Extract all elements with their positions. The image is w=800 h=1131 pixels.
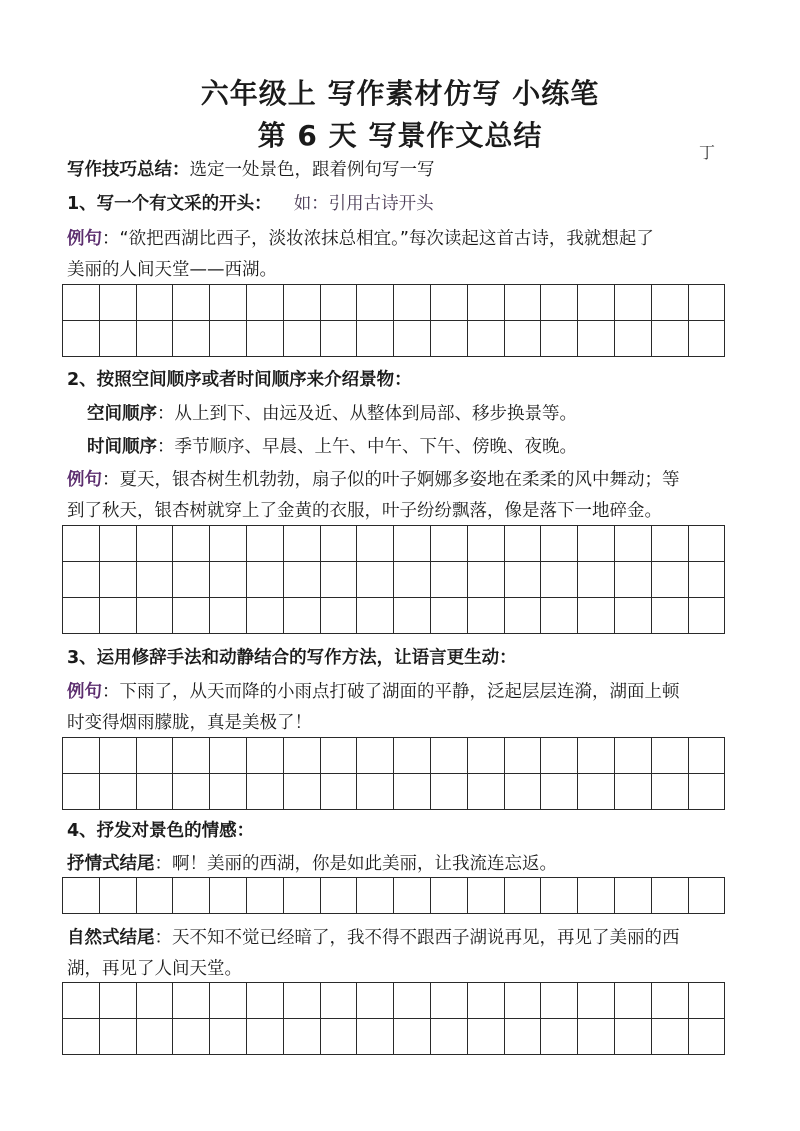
grid-cell[interactable] [63, 321, 100, 357]
grid-cell[interactable] [614, 285, 651, 321]
grid-cell[interactable] [357, 321, 394, 357]
grid-cell[interactable] [614, 526, 651, 562]
grid-cell[interactable] [357, 526, 394, 562]
grid-cell[interactable] [320, 285, 357, 321]
grid-cell[interactable] [357, 562, 394, 598]
grid-cell[interactable] [210, 285, 247, 321]
grid-cell[interactable] [357, 598, 394, 634]
grid-cell[interactable] [651, 983, 688, 1019]
space-order-label: 空间顺序 [87, 404, 157, 424]
grid-cell[interactable] [320, 321, 357, 357]
grid-cell[interactable] [467, 774, 504, 810]
grid-cell[interactable] [210, 598, 247, 634]
grid-cell[interactable] [394, 562, 431, 598]
grid-cell[interactable] [504, 878, 541, 914]
grid-cell[interactable] [688, 598, 725, 634]
grid-cell[interactable] [283, 562, 320, 598]
grid-cell[interactable] [467, 562, 504, 598]
grid-cell[interactable] [614, 738, 651, 774]
lyric-ending-line [67, 851, 557, 877]
grid-cell[interactable] [504, 526, 541, 562]
grid-cell[interactable] [210, 983, 247, 1019]
grid-cell[interactable] [136, 1019, 173, 1055]
grid-cell[interactable] [651, 1019, 688, 1055]
grid-cell[interactable] [99, 774, 136, 810]
grid-cell[interactable] [430, 321, 467, 357]
grid-cell[interactable] [246, 774, 283, 810]
grid-cell[interactable] [688, 738, 725, 774]
grid-cell[interactable] [430, 526, 467, 562]
grid-cell[interactable] [467, 321, 504, 357]
grid-cell[interactable] [173, 774, 210, 810]
grid-row [63, 1019, 725, 1055]
section-2-example-text1: ：夏天，银杏树生机勃勃，扇子似的叶子婀娜多姿地在柔柔的风中舞动；等 [102, 470, 680, 490]
grid-cell[interactable] [320, 738, 357, 774]
grid-cell[interactable] [173, 1019, 210, 1055]
grid-cell[interactable] [651, 562, 688, 598]
writing-grid-5[interactable] [62, 982, 725, 1055]
grid-row [63, 526, 725, 562]
grid-cell[interactable] [63, 1019, 100, 1055]
writing-grid-3[interactable] [62, 737, 725, 810]
grid-cell[interactable] [99, 1019, 136, 1055]
grid-cell[interactable] [430, 738, 467, 774]
grid-cell[interactable] [173, 562, 210, 598]
grid-cell[interactable] [63, 526, 100, 562]
grid-cell[interactable] [283, 598, 320, 634]
section-1-hint: 如：引用古诗开头 [293, 194, 434, 214]
grid-cell[interactable] [136, 321, 173, 357]
section-1-heading: 1、写一个有文采的开头： [67, 194, 272, 214]
worksheet-subtitle: 第 6 天 写景作文总结 [257, 119, 543, 152]
grid-cell[interactable] [246, 285, 283, 321]
section-3-heading [67, 645, 517, 671]
grid-row [63, 321, 725, 357]
grid-cell[interactable] [210, 526, 247, 562]
time-order-text: ：季节顺序、早晨、上午、中午、下午、傍晚、夜晚。 [157, 437, 577, 457]
grid-cell[interactable] [173, 321, 210, 357]
grid-cell[interactable] [578, 1019, 615, 1055]
grid-cell[interactable] [504, 562, 541, 598]
section-4-heading-text: 4、抒发对景色的情感： [67, 821, 255, 841]
natural-ending-text1: ：天不知不觉已经暗了，我不得不跟西子湖说再见，再见了美丽的西 [154, 928, 680, 948]
grid-cell[interactable] [541, 562, 578, 598]
grid-cell[interactable] [210, 321, 247, 357]
grid-cell[interactable] [578, 738, 615, 774]
grid-cell[interactable] [614, 878, 651, 914]
time-order-label: 时间顺序 [87, 437, 157, 457]
grid-cell[interactable] [210, 738, 247, 774]
grid-cell[interactable] [394, 1019, 431, 1055]
grid-cell[interactable] [430, 983, 467, 1019]
grid-cell[interactable] [173, 598, 210, 634]
grid-row [63, 562, 725, 598]
lyric-ending-text: ：啊！美丽的西湖，你是如此美丽，让我流连忘返。 [154, 854, 557, 874]
grid-cell[interactable] [246, 526, 283, 562]
grid-cell[interactable] [320, 598, 357, 634]
grid-cell[interactable] [578, 285, 615, 321]
grid-cell[interactable] [320, 1019, 357, 1055]
writing-grid-2[interactable] [62, 525, 725, 634]
grid-cell[interactable] [688, 562, 725, 598]
grid-cell[interactable] [394, 878, 431, 914]
grid-cell[interactable] [246, 738, 283, 774]
grid-cell[interactable] [688, 774, 725, 810]
grid-row [63, 878, 725, 914]
grid-cell[interactable] [394, 285, 431, 321]
grid-cell[interactable] [63, 738, 100, 774]
grid-cell[interactable] [688, 983, 725, 1019]
grid-cell[interactable] [136, 738, 173, 774]
section-4-heading [67, 818, 254, 844]
grid-cell[interactable] [430, 878, 467, 914]
grid-cell[interactable] [467, 526, 504, 562]
grid-row [63, 285, 725, 321]
grid-cell[interactable] [210, 562, 247, 598]
grid-cell[interactable] [136, 526, 173, 562]
grid-cell[interactable] [283, 321, 320, 357]
grid-cell[interactable] [320, 878, 357, 914]
section-1-example-line2: 美丽的人间天堂——西湖。 [67, 260, 277, 280]
section-3-heading-text: 3、运用修辞手法和动静结合的写作方法，让语言更生动： [67, 648, 517, 668]
grid-cell[interactable] [430, 598, 467, 634]
grid-cell[interactable] [541, 285, 578, 321]
grid-cell[interactable] [541, 526, 578, 562]
grid-cell[interactable] [63, 878, 100, 914]
grid-cell[interactable] [541, 983, 578, 1019]
grid-cell[interactable] [467, 1019, 504, 1055]
grid-cell[interactable] [504, 983, 541, 1019]
grid-row [63, 983, 725, 1019]
tips-line [67, 157, 435, 183]
grid-cell[interactable] [357, 738, 394, 774]
grid-cell[interactable] [173, 983, 210, 1019]
grid-cell[interactable] [246, 983, 283, 1019]
section-3-example-text1: ：下雨了，从天而降的小雨点打破了湖面的平静，泛起层层连漪，湖面上顿 [102, 682, 680, 702]
grid-cell[interactable] [430, 562, 467, 598]
grid-cell[interactable] [651, 878, 688, 914]
grid-cell[interactable] [99, 983, 136, 1019]
space-order-text: ：从上到下、由远及近、从整体到局部、移步换景等。 [157, 404, 577, 424]
section-2-example-line2: 到了秋天，银杏树就穿上了金黄的衣服，叶子纷纷飘落，像是落下一地碎金。 [67, 501, 662, 521]
grid-row [63, 598, 725, 634]
grid-cell[interactable] [394, 774, 431, 810]
grid-cell[interactable] [467, 598, 504, 634]
grid-cell[interactable] [578, 562, 615, 598]
grid-cell[interactable] [283, 738, 320, 774]
grid-cell[interactable] [357, 983, 394, 1019]
grid-row [63, 774, 725, 810]
natural-ending-label: 自然式结尾 [67, 928, 155, 948]
section-2-heading [67, 367, 412, 393]
grid-cell[interactable] [246, 878, 283, 914]
grid-cell[interactable] [246, 321, 283, 357]
writing-grid-1[interactable] [62, 284, 725, 357]
grid-cell[interactable] [578, 774, 615, 810]
grid-row [63, 738, 725, 774]
grid-cell[interactable] [320, 526, 357, 562]
tips-text: 选定一处景色，跟着例句写一写 [189, 160, 435, 180]
grid-cell[interactable] [283, 983, 320, 1019]
grid-cell[interactable] [504, 285, 541, 321]
grid-cell[interactable] [246, 562, 283, 598]
grid-cell[interactable] [210, 878, 247, 914]
grid-cell[interactable] [688, 1019, 725, 1055]
grid-cell[interactable] [614, 983, 651, 1019]
grid-cell[interactable] [430, 1019, 467, 1055]
grid-cell[interactable] [210, 774, 247, 810]
grid-cell[interactable] [394, 321, 431, 357]
tips-label: 写作技巧总结： [67, 160, 190, 180]
writing-grid-4[interactable] [62, 877, 725, 914]
grid-cell[interactable] [651, 774, 688, 810]
grid-cell[interactable] [357, 774, 394, 810]
grid-cell[interactable] [541, 878, 578, 914]
grid-cell[interactable] [320, 983, 357, 1019]
grid-cell[interactable] [283, 774, 320, 810]
grid-cell[interactable] [394, 983, 431, 1019]
section-3-example-line2: 时变得烟雨朦胧，真是美极了！ [67, 713, 312, 733]
grid-cell[interactable] [136, 878, 173, 914]
grid-cell[interactable] [614, 774, 651, 810]
grid-cell[interactable] [63, 285, 100, 321]
grid-cell[interactable] [63, 774, 100, 810]
grid-cell[interactable] [614, 562, 651, 598]
grid-cell[interactable] [246, 1019, 283, 1055]
grid-cell[interactable] [578, 526, 615, 562]
grid-cell[interactable] [357, 285, 394, 321]
grid-cell[interactable] [504, 321, 541, 357]
grid-cell[interactable] [136, 562, 173, 598]
grid-cell[interactable] [357, 878, 394, 914]
grid-cell[interactable] [651, 285, 688, 321]
section-1-example-label: 例句 [67, 229, 102, 249]
grid-cell[interactable] [688, 285, 725, 321]
space-order-line [87, 401, 577, 427]
grid-cell[interactable] [504, 774, 541, 810]
grid-cell[interactable] [320, 774, 357, 810]
grid-cell[interactable] [578, 321, 615, 357]
grid-cell[interactable] [430, 285, 467, 321]
grid-cell[interactable] [467, 285, 504, 321]
grid-cell[interactable] [541, 1019, 578, 1055]
grid-cell[interactable] [651, 598, 688, 634]
corner-mark: 丁 [699, 143, 716, 162]
grid-cell[interactable] [246, 598, 283, 634]
grid-cell[interactable] [651, 526, 688, 562]
grid-cell[interactable] [63, 983, 100, 1019]
grid-cell[interactable] [283, 878, 320, 914]
grid-cell[interactable] [99, 285, 136, 321]
time-order-line [87, 434, 577, 460]
worksheet-title: 六年级上 写作素材仿写 小练笔 [200, 77, 600, 110]
grid-cell[interactable] [320, 562, 357, 598]
grid-cell[interactable] [99, 738, 136, 774]
section-1-example-text1: ：“欲把西湖比西子，淡妆浓抹总相宜。”每次读起这首古诗，我就想起了 [102, 229, 654, 249]
grid-cell[interactable] [99, 321, 136, 357]
grid-cell[interactable] [578, 878, 615, 914]
grid-cell[interactable] [283, 1019, 320, 1055]
grid-cell[interactable] [99, 562, 136, 598]
grid-cell[interactable] [210, 1019, 247, 1055]
grid-cell[interactable] [136, 285, 173, 321]
grid-cell[interactable] [173, 526, 210, 562]
section-3-example-line1 [67, 679, 680, 705]
section-1-heading-line [67, 191, 434, 217]
grid-cell[interactable] [63, 598, 100, 634]
grid-cell[interactable] [504, 1019, 541, 1055]
grid-cell[interactable] [99, 598, 136, 634]
grid-cell[interactable] [541, 321, 578, 357]
section-1-example-line1 [67, 226, 654, 252]
grid-cell[interactable] [467, 983, 504, 1019]
grid-cell[interactable] [541, 774, 578, 810]
grid-cell[interactable] [651, 321, 688, 357]
grid-cell[interactable] [394, 526, 431, 562]
grid-cell[interactable] [541, 598, 578, 634]
grid-cell[interactable] [173, 285, 210, 321]
grid-cell[interactable] [136, 598, 173, 634]
grid-cell[interactable] [504, 598, 541, 634]
grid-cell[interactable] [394, 598, 431, 634]
grid-cell[interactable] [688, 526, 725, 562]
grid-cell[interactable] [614, 321, 651, 357]
grid-cell[interactable] [614, 598, 651, 634]
grid-cell[interactable] [614, 1019, 651, 1055]
grid-cell[interactable] [173, 878, 210, 914]
grid-cell[interactable] [357, 1019, 394, 1055]
section-2-heading-text: 2、按照空间顺序或者时间顺序来介绍景物： [67, 370, 412, 390]
grid-cell[interactable] [467, 738, 504, 774]
grid-cell[interactable] [283, 526, 320, 562]
grid-cell[interactable] [688, 878, 725, 914]
grid-cell[interactable] [578, 598, 615, 634]
section-2-example-line1 [67, 467, 680, 493]
lyric-ending-label: 抒情式结尾 [67, 854, 155, 874]
grid-cell[interactable] [136, 983, 173, 1019]
grid-cell[interactable] [136, 774, 173, 810]
section-2-example-label: 例句 [67, 470, 102, 490]
grid-cell[interactable] [651, 738, 688, 774]
natural-ending-line1 [67, 925, 680, 951]
grid-cell[interactable] [688, 321, 725, 357]
grid-cell[interactable] [99, 526, 136, 562]
grid-cell[interactable] [63, 562, 100, 598]
grid-cell[interactable] [283, 285, 320, 321]
grid-cell[interactable] [173, 738, 210, 774]
grid-cell[interactable] [430, 774, 467, 810]
grid-cell[interactable] [467, 878, 504, 914]
grid-cell[interactable] [541, 738, 578, 774]
natural-ending-line2: 湖，再见了人间天堂。 [67, 959, 242, 979]
grid-cell[interactable] [99, 878, 136, 914]
grid-cell[interactable] [504, 738, 541, 774]
grid-cell[interactable] [578, 983, 615, 1019]
section-3-example-label: 例句 [67, 682, 102, 702]
grid-cell[interactable] [394, 738, 431, 774]
